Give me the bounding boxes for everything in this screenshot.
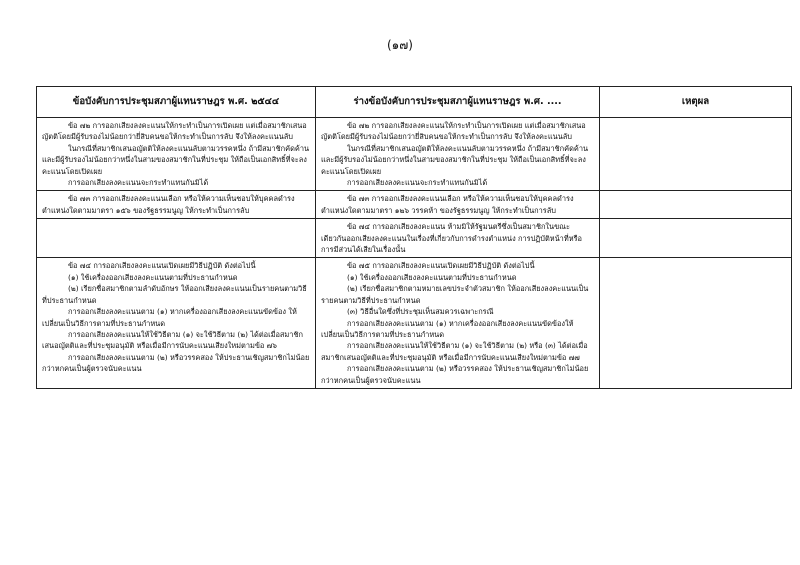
old-text-cell	[37, 219, 316, 258]
old-text-cell	[37, 118, 316, 191]
reason-cell	[600, 191, 792, 219]
header-current-regulation: ข้อบังคับการประชุมสภาผู้แทนราษฎร พ.ศ. ๒๕๔๔	[37, 87, 316, 118]
paragraph: ข้อ ๗๔ การออกเสียงลงคะแนนเปิดเผยมีวิธีปฏิบัติ ดังต่อไปนี้	[68, 261, 256, 271]
list-item: (๒) เรียกชื่อสมาชิกตามหมายเลขประจำตัวสมาชิก ให้ออกเสียงลงคะแนนเป็นรายคนตามวิธีที่ประธานกำหนด	[321, 284, 589, 305]
reason-cell	[600, 219, 792, 258]
paragraph: ข้อ ๗๒ การออกเสียงลงคะแนนให้กระทำเป็นการเปิดเผย แต่เมื่อสมาชิกเสนอญัตติโดยมีผู้รับรองไม่น้อยกว่ายี่สิบคนขอให้กระทำเป็นการลับ จึงให้ลงคะแนนลับ	[42, 121, 307, 142]
paragraph: ข้อ ๗๓ การออกเสียงลงคะแนนเลือก หรือให้ความเห็นชอบให้บุคคลดำรงตำแหน่งใดตามมาตรา ๑๒๖ วรรคห้า ของรัฐธรรมนูญ ให้กระทำเป็นการลับ	[321, 194, 574, 215]
reason-cell	[600, 118, 792, 191]
list-item: (๑) ใช้เครื่องออกเสียงลงคะแนนตามที่ประธานกำหนด	[347, 272, 517, 282]
page-number: (๑๗)	[386, 38, 413, 52]
list-item: (๓) วิธีอื่นใดซึ่งที่ประชุมเห็นสมควรเฉพาะกรณี	[347, 307, 494, 317]
header-row	[37, 87, 792, 118]
paragraph: การออกเสียงลงคะแนนจะกระทำแทนกันมิได้	[347, 178, 488, 188]
header-reason: เหตุผล	[600, 87, 792, 118]
new-text-cell	[316, 258, 600, 388]
header-draft-regulation: ร่างข้อบังคับการประชุมสภาผู้แทนราษฎร พ.ศ. ....	[316, 87, 600, 118]
paragraph: ข้อ ๗๒ การออกเสียงลงคะแนนให้กระทำเป็นการเปิดเผย แต่เมื่อสมาชิกเสนอญัตติโดยมีผู้รับรองไม่น้อยกว่ายี่สิบคนขอให้กระทำเป็นการลับ จึงให้ลงคะแนนลับ	[321, 121, 586, 142]
paragraph: การออกเสียงลงคะแนนตาม (๑) หากเครื่องออกเสียงลงคะแนนขัดข้องให้เปลี่ยนเป็นวิธีการตามที่ประธานกำหนด	[321, 318, 574, 339]
paragraph: ในกรณีที่สมาชิกเสนอญัตติให้ลงคะแนนลับตามวรรคหนึ่ง ถ้ามีสมาชิกคัดค้านและมีผู้รับรองไม่น้อยกว่าหนึ่งในสามของสมาชิกในที่ประชุม ให้ถือเป็นเอกสิทธิ์ที่จะลงคะแนนโดยเปิดเผย	[321, 143, 589, 176]
comparison-table	[36, 86, 792, 389]
old-text-cell	[37, 258, 316, 388]
new-text-cell	[316, 118, 600, 191]
paragraph: การออกเสียงลงคะแนนตาม (๒) หรือวรรคสอง ให้ประธานเชิญสมาชิกไม่น้อยกว่าหกคนเป็นผู้ตรวจนับคะแนน	[321, 364, 589, 385]
new-text-cell	[316, 219, 600, 258]
table-row	[37, 118, 792, 191]
old-text-cell	[37, 191, 316, 219]
list-item: (๒) เรียกชื่อสมาชิกตามลำดับอักษร ให้ออกเสียงลงคะแนนเป็นรายคนตามวิธีที่ประธานกำหนด	[42, 284, 307, 305]
paragraph: ข้อ ๗๕ การออกเสียงลงคะแนนเปิดเผยมีวิธีปฏิบัติ ดังต่อไปนี้	[347, 261, 535, 271]
paragraph: การออกเสียงลงคะแนนตาม (๒) หรือวรรคสอง ให้ประธานเชิญสมาชิกไม่น้อยกว่าหกคนเป็นผู้ตรวจนับคะแนน	[42, 352, 310, 374]
paragraph: ในกรณีที่สมาชิกเสนอญัตติให้ลงคะแนนลับตามวรรคหนึ่ง ถ้ามีสมาชิกคัดค้านและมีผู้รับรองไม่น้อยกว่าหนึ่งในสามของสมาชิกในที่ประชุม ให้ถือเป็นเอกสิทธิ์ที่จะลงคะแนนโดยเปิดเผย	[42, 143, 310, 176]
table-row	[37, 191, 792, 219]
list-item: (๑) ใช้เครื่องออกเสียงลงคะแนนตามที่ประธานกำหนด	[68, 272, 238, 282]
table-row	[37, 219, 792, 258]
paragraph: การออกเสียงลงคะแนนให้ใช้วิธีตาม (๑) จะใช้วิธีตาม (๒) หรือ (๓) ได้ต่อเมื่อสมาชิกเสนอญัตติและที่ประชุมอนุมัติ หรือเมื่อมีการนับคะแนนเสียงใหม่ตามข้อ ๗๗	[321, 341, 588, 362]
table-row	[37, 258, 792, 388]
paragraph: ข้อ ๗๓ การออกเสียงลงคะแนนเลือก หรือให้ความเห็นชอบให้บุคคลดำรงตำแหน่งใดตามมาตรา ๑๕๖ ของรัฐธรรมนูญ ให้กระทำเป็นการลับ	[42, 194, 295, 215]
reason-cell	[600, 258, 792, 388]
paragraph: การออกเสียงลงคะแนนจะกระทำแทนกันมิได้	[68, 178, 209, 188]
paragraph: การออกเสียงลงคะแนนตาม (๑) หากเครื่องออกเสียงลงคะแนนขัดข้อง ให้เปลี่ยนเป็นวิธีการตามที่ประธานกำหนด	[42, 307, 297, 328]
paragraph: ข้อ ๗๔ การออกเสียงลงคะแนน ห้ามมิให้รัฐมนตรีซึ่งเป็นสมาชิกในขณะเดียวกันออกเสียงลงคะแนนในเรื่องที่เกี่ยวกับการดำรงตำแหน่ง การปฏิบัติหน้าที่หรือการมีส่วนได้เสียในเรื่องนั้น	[321, 222, 582, 255]
new-text-cell	[316, 191, 600, 219]
paragraph: การออกเสียงลงคะแนนให้ใช้วิธีตาม (๑) จะใช้วิธีตาม (๒) ได้ต่อเมื่อสมาชิกเสนอญัตติและที่ประชุมอนุมัติ หรือเมื่อมีการนับคะแนนเสียงใหม่ตามข้อ ๗๖	[42, 329, 303, 351]
